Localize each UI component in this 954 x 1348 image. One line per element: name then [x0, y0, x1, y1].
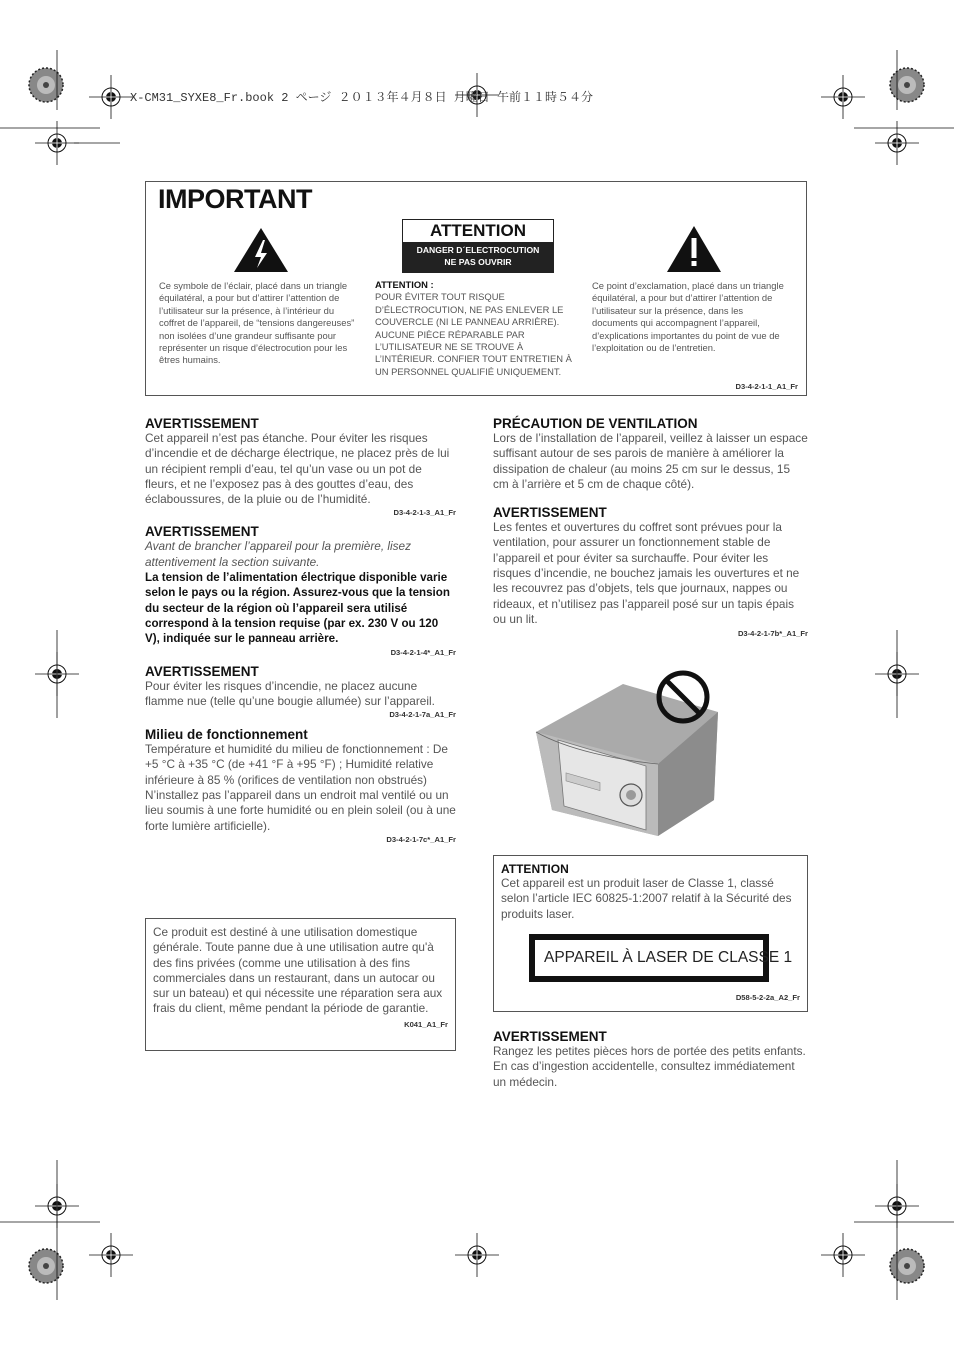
- section-title: AVERTISSEMENT: [493, 505, 607, 521]
- star-target-icon: [890, 1249, 924, 1283]
- section-italic-text: Avant de brancher l’appareil pour la première, lisez attentivement la section suivante.: [145, 539, 412, 569]
- crosshair-icon: [821, 1233, 865, 1277]
- warranty-text: Ce produit est destiné à une utilisation domestique générale. Toute panne due à une utilisation autre qu'à des fins privées (comme une utilisation à des fins commerciales dans un restaurant, dans un autocar ou sur un bateau) et qui nécessite une réparation sera aux frais du client, même pendant la période de garantie.: [153, 925, 443, 1016]
- exclamation-warning-icon: [665, 224, 723, 274]
- right-column: [493, 416, 808, 638]
- attention-badge-title: ATTENTION: [429, 221, 526, 240]
- section-bold-text: La tension de l’alimentation électrique disponible varie selon le pays ou la région. Assurez-vous que la tension du secteur de la région où l’appareil sera utilisé correspond à la tension requise (par ex. 230 V ou 120 V), indiquée sur le panneau arrière.: [145, 571, 450, 646]
- important-title: IMPORTANT: [158, 184, 312, 214]
- section-code: D3-4-2-1-7a_A1_Fr: [389, 710, 456, 720]
- section-title: Milieu de fonctionnement: [145, 727, 308, 743]
- left-column: [145, 416, 456, 844]
- section-title: AVERTISSEMENT: [145, 524, 259, 540]
- print-header: X-CM31_SYXE8_Fr.book 2 ページ ２０１３年４月８日 月曜日 午前１１時５４分: [130, 91, 593, 105]
- section-text: Pour éviter les risques d’incendie, ne placez aucune flamme nue (telle qu’une bougie allumée) sur l’appareil.: [145, 678, 435, 708]
- section-title: AVERTISSEMENT: [145, 416, 259, 431]
- laser-class-label-text: APPAREIL À LASER DE CLASSE 1: [535, 940, 763, 976]
- laser-title: ATTENTION: [501, 862, 569, 876]
- section-text: Cet appareil n’est pas étanche. Pour éviter les risques d’incendie et de décharge électrique, ne placez près de lui un récipient rempli d’eau, tel qu’un vase ou un pot de fleurs, et ne l’exposez pas à des gouttes d’eau, des éclaboussures, de la pluie ou de l’humidité.: [145, 431, 450, 507]
- crosshair-icon: [89, 75, 133, 119]
- section-code: D3-4-2-1-7c*_A1_Fr: [386, 834, 456, 844]
- section-text: Température et humidité du milieu de fonctionnement : De +5 °C à +35 °C (de +41 °F à +95 °F) ; Humidité relative inférieure à 85 % (orifices de ventilation non obstrués): [145, 742, 448, 787]
- center-warning: ATTENTION : POUR ÉVITER TOUT RISQUE D’ÉLECTROCUTION, NE PAS ENLEVER LE COUVERCLE (NI LE PANNEAU ARRIÈRE). AUCUNE PIÈCE RÉPARABLE PAR L’UTILISATEUR NE SE TROUVE À L’INTÉRIEUR. CONFIER TOUT ENTRETIEN À UN PERSONNEL QUALIFIÉ UNIQUEMENT.: [375, 279, 572, 377]
- section-text: Les fentes et ouvertures du coffret sont prévues pour la ventilation, pour assurer un fonctionnement stable de l’appareil et pour éviter sa surchauffe. Pour éviter les risques d’incendie, ne bouchez jamais les ouvertures et ne les recouvrez pas d’objets, tels que journaux, nappes ou rideaux, et n’utilisez pas l’appareil posé sur un tapis épais ou un lit.: [493, 520, 800, 626]
- star-target-icon: [29, 68, 63, 102]
- important-code: D3-4-2-1-1_A1_Fr: [735, 382, 798, 391]
- attention-badge-sub: DANGER D´ELECTROCUTION NE PAS OUVRIR: [403, 242, 553, 272]
- section-title: PRÉCAUTION DE VENTILATION: [493, 416, 698, 431]
- crosshair-icon: [89, 1233, 133, 1277]
- star-target-icon: [29, 1249, 63, 1283]
- laser-code: D58-5-2-2a_A2_Fr: [735, 993, 800, 1002]
- section-text: N’installez pas l’appareil dans un endroit mal ventilé ou un lieu soumis à une forte humidité ou en plein soleil (ou à une forte lumière artificielle).: [145, 788, 456, 833]
- section-code: D3-4-2-1-7b*_A1_Fr: [737, 629, 808, 639]
- right-bottom-section: [493, 1029, 808, 1090]
- lightning-symbol-text: Ce symbole de l’éclair, placé dans un triangle équilatéral, a pour but d’attirer l’attention de l’utilisateur sur la présence, à l’intérieur du coffret de l’appareil, de “tensions dangereuses” non isolées d’une grandeur suffisante pour représenter un risque d’électrocution pour les êtres humains.: [159, 280, 355, 366]
- section-text: Rangez les petites pièces hors de portée des petits enfants. En cas d’ingestion accidentelle, consultez immédiatement un médecin.: [493, 1044, 806, 1089]
- important-box: [145, 181, 807, 396]
- laser-text: Cet appareil est un produit laser de Classe 1, classé selon l’article IEC 60825-1:2007 relatif à la Sécurité des produits laser.: [501, 876, 792, 921]
- attention-badge: [402, 219, 554, 273]
- covered-device-illustration: [528, 660, 728, 840]
- lightning-warning-icon: [232, 226, 290, 274]
- section-code: D3-4-2-1-4*_A1_Fr: [390, 647, 456, 657]
- warranty-box: [145, 918, 456, 1051]
- section-title: AVERTISSEMENT: [145, 663, 259, 679]
- exclamation-symbol-text: Ce point d’exclamation, placé dans un triangle équilatéral, a pour but d’attirer l’attention de l’utilisateur sur la présence, dans les documents qui accompagnent l’appareil, d’explications importantes du point de vue de l’exploitation ou de l’entretien.: [592, 280, 784, 354]
- crosshair-icon: [455, 1233, 499, 1277]
- section-text: Lors de l’installation de l’appareil, veillez à laisser un espace suffisant autour de ses parois de manière à améliorer la dissipation de chaleur (au moins 25 cm sur le dessus, 15 cm à l’arrière et 5 cm de chaque côté).: [493, 431, 808, 491]
- star-target-icon: [890, 68, 924, 102]
- section-code: D3-4-2-1-3_A1_Fr: [393, 508, 456, 518]
- section-title: AVERTISSEMENT: [493, 1029, 607, 1044]
- crosshair-icon: [821, 75, 865, 119]
- laser-class-label: [529, 934, 793, 982]
- warranty-code: K041_A1_Fr: [404, 1019, 448, 1029]
